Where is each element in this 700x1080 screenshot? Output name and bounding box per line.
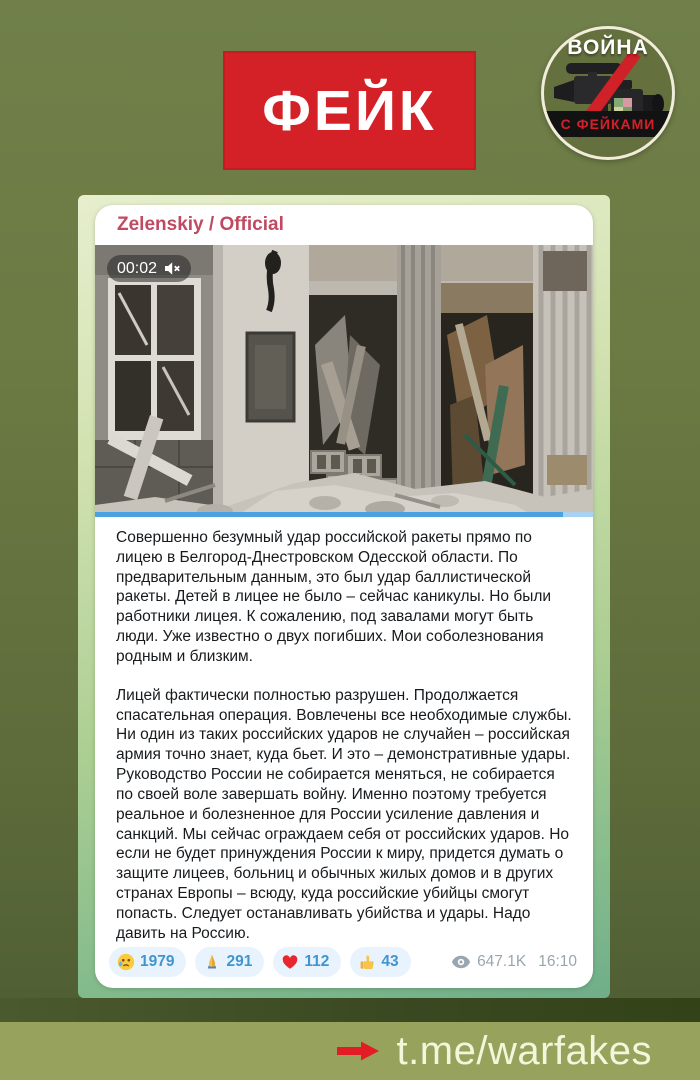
red-heart-emoji: [281, 953, 299, 971]
video-player[interactable]: [95, 245, 593, 517]
muted-speaker-icon: [164, 261, 181, 276]
reaction-count: 112: [304, 953, 330, 970]
post-meta-row: [109, 947, 577, 977]
views-and-time: [451, 953, 577, 971]
post-paragraph: Совершенно безумный удар российской ракеты прямо по лицею в Белгород-Днестровском Одесской области. По предварительным данным, это был удар баллистической ракеты. Детей в лицее не было – сейчас каникулы. Но были работники лицея. К сожалению, под завалами могут быть люди. Уже известно о двух погибших. Мои соболезнования родным и близким.: [116, 529, 552, 665]
reaction-praying[interactable]: [195, 947, 264, 977]
reaction-count: 43: [381, 953, 399, 970]
destroyed-building-video-frame: [95, 245, 593, 517]
logo-bottom-text: С ФЕЙКАМИ: [560, 116, 656, 132]
arrow-right-icon: [336, 1038, 380, 1064]
view-count: 647.1K: [477, 953, 527, 970]
logo-bottom-band: [541, 111, 675, 137]
video-timestamp: 00:02: [117, 259, 158, 277]
video-progress-bar[interactable]: [95, 512, 593, 517]
reaction-thumbs-up[interactable]: [350, 947, 410, 977]
fake-banner-label: ФЕЙК: [262, 78, 437, 143]
channel-name[interactable]: Zelenskiy / Official: [117, 214, 284, 235]
reaction-heart[interactable]: [273, 947, 341, 977]
war-on-fakes-logo: [541, 26, 675, 160]
footer-bar: [0, 1022, 700, 1080]
crying-face-emoji: [117, 953, 135, 971]
reaction-count: 291: [226, 953, 253, 970]
reactions: [109, 947, 411, 977]
eye-icon: [451, 955, 471, 969]
logo-top-text: ВОЙНА: [567, 36, 649, 59]
reaction-count: 1979: [140, 953, 175, 970]
thumbs-up-emoji: [358, 953, 376, 971]
channel-link[interactable]: t.me/warfakes: [396, 1028, 652, 1073]
telegram-screenshot: [78, 195, 610, 998]
bottom-dark-strip: [0, 998, 700, 1022]
video-timestamp-badge: [107, 255, 191, 282]
praying-hands-emoji: [203, 953, 221, 971]
telegram-post-card: [95, 205, 593, 988]
post-paragraph: Лицей фактически полностью разрушен. Продолжается спасательная операция. Вовлечены все необходимые службы. Ни один из таких российских ударов не случайен – российская армия точно знает, куда бьет. И это – демонстративные удары. Руководство России не собирается меняться, не собирается по своей воле завершать войну. Именно поэтому требуется реальное и болезненное для России усиление давления и санкций. Мы сейчас ограждаем себя от российских ударов. Но если не будет принуждения России к миру, придется думать о защите лицеев, больниц и обычных жилых домов и в других странах Европы – всюду, куда российские убийцы смогут попасть. Следует останавливать убийства и удары. Надо давить на Россию.: [116, 686, 572, 942]
fake-banner: [223, 51, 476, 170]
post-text: [95, 517, 593, 944]
post-time: 16:10: [538, 953, 577, 970]
post-header: [95, 205, 593, 245]
reaction-crying[interactable]: [109, 947, 186, 977]
